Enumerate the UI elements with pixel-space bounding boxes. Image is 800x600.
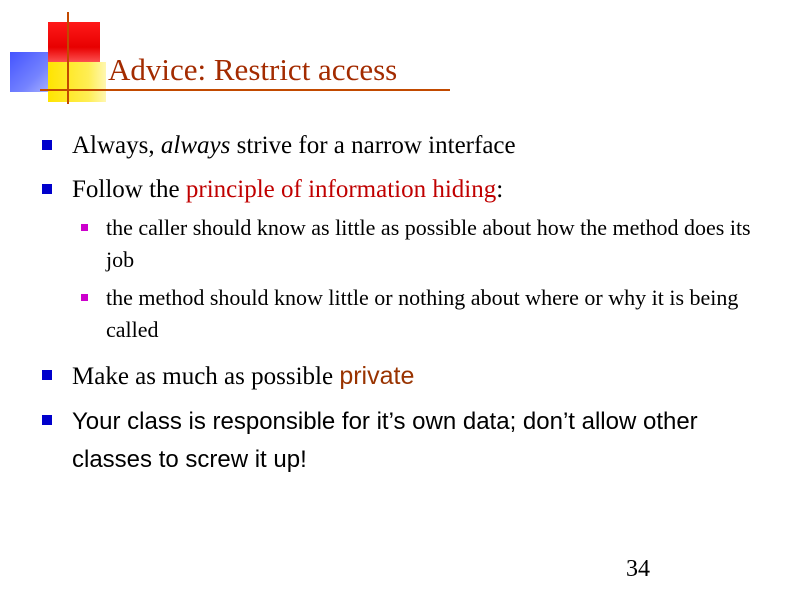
- square-bullet-icon: [42, 415, 52, 425]
- square-bullet-icon: [42, 184, 52, 194]
- bullet-text: Follow the: [72, 176, 186, 203]
- logo-yellow-block: [48, 62, 106, 102]
- sub-bullet-item-method: [40, 282, 780, 346]
- bullet-item-own-data: [40, 403, 780, 479]
- square-sub-bullet-icon: [81, 294, 88, 301]
- bullet-item-private: [40, 358, 780, 395]
- bullet-text: strive for a narrow interface: [230, 132, 516, 159]
- bullet-list: [40, 128, 780, 487]
- logo-red-block: [48, 22, 100, 64]
- bullet-text: Your class is responsible for it’s own data; don’t allow other classes to screw it up!: [72, 408, 698, 473]
- bullet-text: :: [496, 176, 504, 203]
- slide-title: Advice: Restrict access: [108, 52, 398, 87]
- bullet-highlight: private: [339, 362, 415, 390]
- title-underline: [40, 89, 450, 91]
- bullet-emphasis: always: [160, 132, 231, 159]
- square-bullet-icon: [42, 140, 52, 150]
- bullet-text: Always,: [72, 132, 161, 159]
- square-bullet-icon: [42, 370, 52, 380]
- bullet-item-narrow-interface: [40, 128, 780, 164]
- sub-bullet-text: the caller should know as little as possible about how the method does its job: [106, 215, 751, 272]
- square-sub-bullet-icon: [81, 224, 88, 231]
- sub-bullet-text: the method should know little or nothing about where or why it is being called: [106, 285, 739, 342]
- sub-bullet-item-caller: [40, 212, 780, 276]
- page-number: 34: [626, 556, 650, 582]
- bullet-highlight: principle of information hiding: [185, 176, 497, 203]
- bullet-text: Make as much as possible: [72, 363, 340, 390]
- bullet-item-information-hiding: [40, 172, 780, 208]
